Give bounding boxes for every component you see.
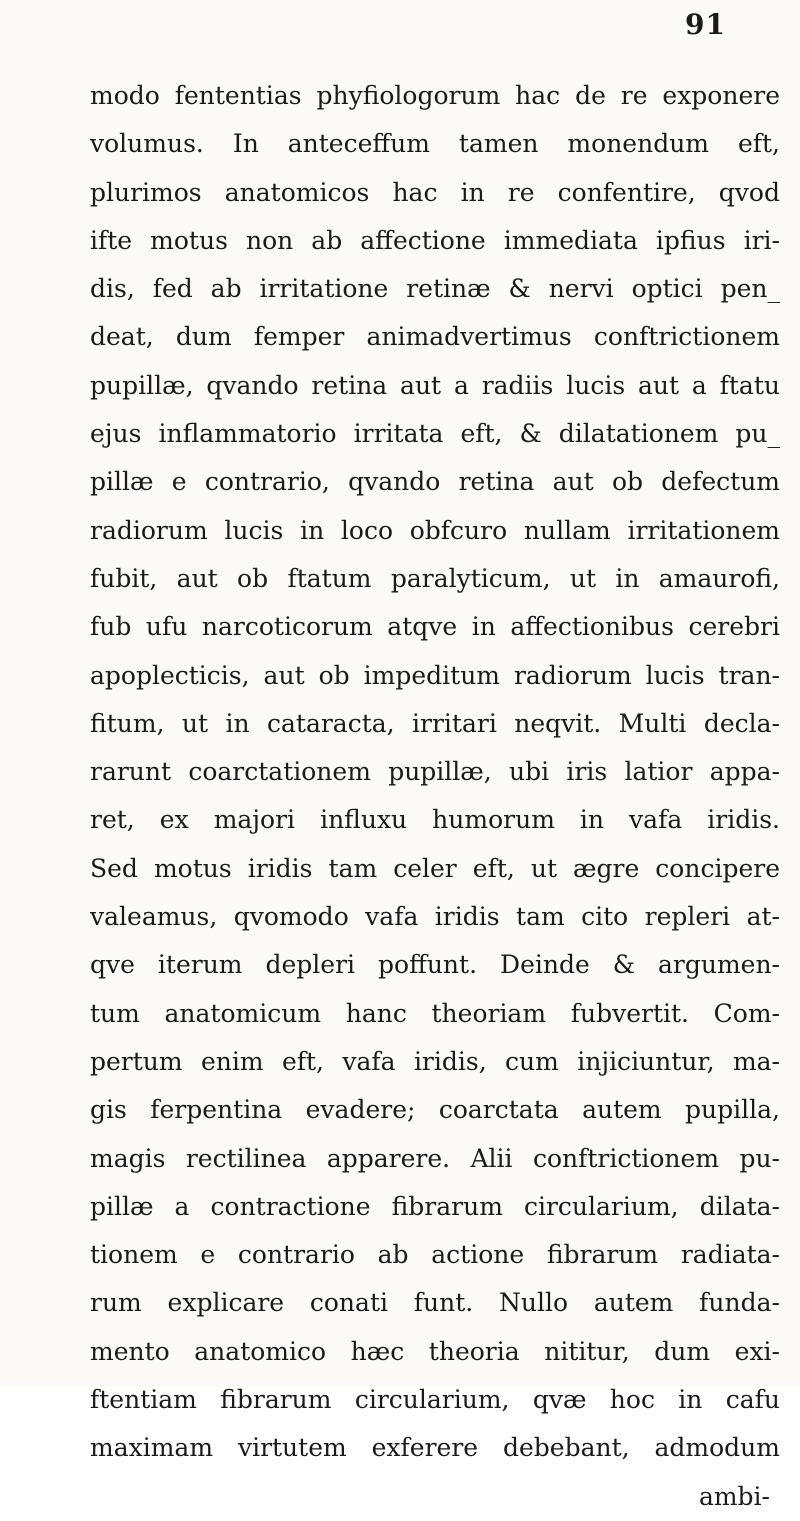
text-line: pupillæ, qvando retina aut a radiis lucis aut a ftatu (90, 370, 780, 400)
text-line: modo fententias phyfiologorum hac de re exponere (90, 81, 780, 110)
text-line: maximam virtutem exferere debebant, admodum (90, 1433, 780, 1463)
text-line: qve iterum depleri poffunt. Deinde & argumen- (90, 950, 780, 980)
text-line: fub ufu narcoticorum atqve in affectionibus cerebri (90, 612, 780, 642)
text-line: pertum enim eft, vafa iridis, cum injiciuntur, ma- (90, 1046, 780, 1076)
text-line: apoplecticis, aut ob impeditum radiorum lucis tran- (90, 660, 780, 690)
text-line: ret, ex majori influxu humorum in vafa iridis. (90, 805, 780, 835)
text-line: ftentiam fibrarum circularium, qvæ hoc in cafu (90, 1385, 780, 1415)
text-line: mento anatomico hæc theoria nititur, dum exi- (90, 1336, 780, 1366)
text-line: pillæ a contractione fibrarum circularium, dilata- (90, 1191, 780, 1221)
text-line: tionem e contrario ab actione fibrarum radiata- (90, 1240, 780, 1270)
text-line: gis ferpentina evadere; coarctata autem pupilla, (90, 1095, 780, 1125)
text-line: plurimos anatomicos hac in re confentire, qvod (90, 177, 780, 207)
text-line: radiorum lucis in loco obfcuro nullam irritationem (90, 515, 780, 545)
catchword: ambi- (698, 1481, 770, 1511)
text-line: rum explicare conati funt. Nullo autem funda- (90, 1288, 780, 1318)
body-text (90, 72, 780, 1521)
text-line: fitum, ut in cataracta, irritari neqvit. Multi decla- (90, 708, 780, 738)
text-line: tum anatomicum hanc theoriam fubvertit. Com- (90, 998, 780, 1028)
text-line: volumus. In anteceffum tamen monendum eft, (90, 129, 780, 159)
text-line: ifte motus non ab affectione immediata ipfius iri- (90, 225, 780, 255)
text-line: ejus inflammatorio irritata eft, & dilatationem pu_ (90, 419, 780, 449)
text-line: rarunt coarctationem pupillæ, ubi iris latior appa- (90, 757, 780, 787)
text-line: pillæ e contrario, qvando retina aut ob defectum (90, 467, 780, 497)
text-line: fubit, aut ob ftatum paralyticum, ut in amaurofi, (90, 563, 780, 593)
text-line: valeamus, qvomodo vafa iridis tam cito repleri at- (90, 902, 780, 932)
text-line: dis, fed ab irritatione retinæ & nervi optici pen_ (90, 274, 780, 304)
page-number: 91 (685, 8, 726, 41)
text-line: magis rectilinea apparere. Alii conftrictionem pu- (90, 1143, 780, 1173)
text-line: Sed motus iridis tam celer eft, ut ægre concipere (90, 853, 780, 883)
text-line: deat, dum femper animadvertimus conftrictionem (90, 322, 780, 352)
